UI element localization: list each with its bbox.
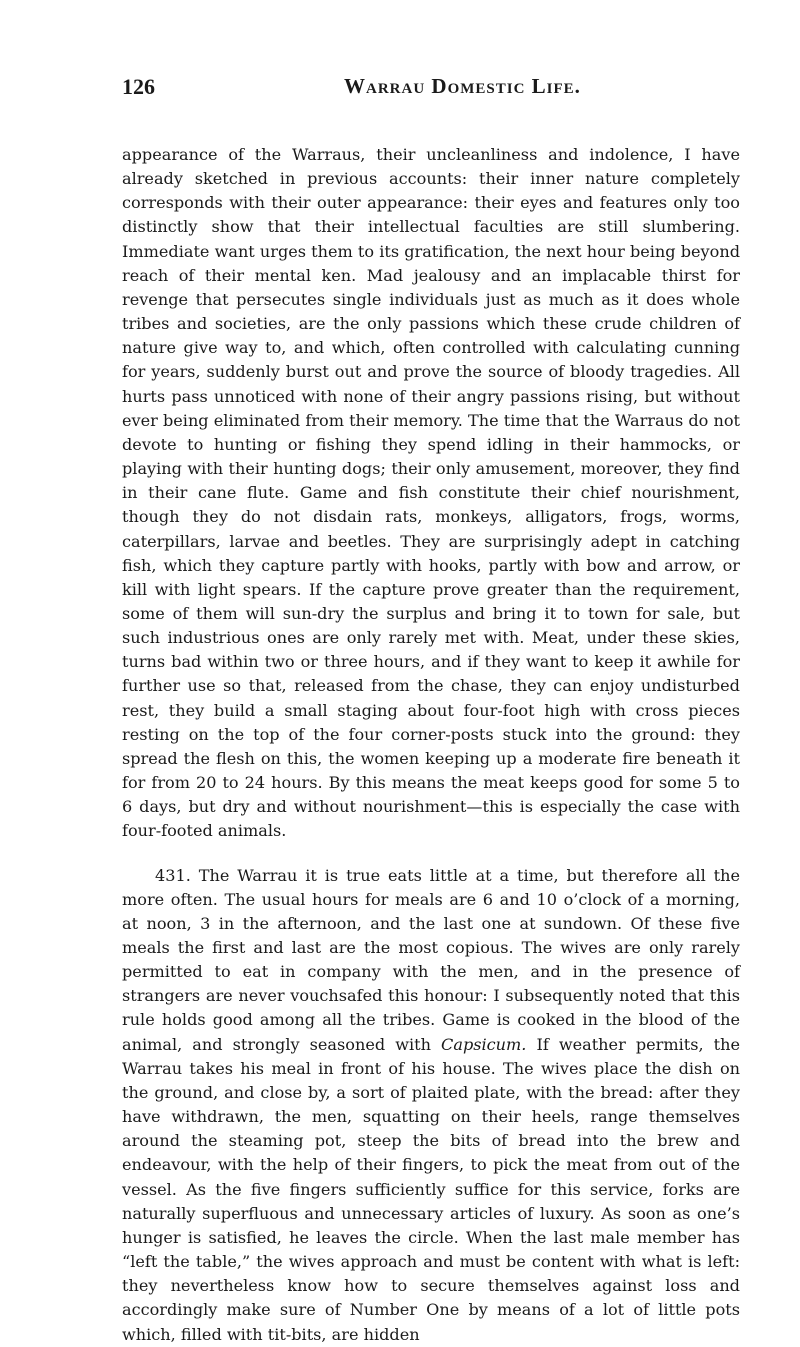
paragraph-431 <box>122 864 740 1347</box>
body-text <box>122 143 740 1347</box>
page-number: 126 <box>122 74 155 99</box>
paragraph-text-part: If weather permits, the Warrau takes his meal in front of his house. The wives place the dish on the ground, and close by, a sort of plaited plate, with the bread: after they have withdrawn, the men, squatting on their heels, range themselves around the steaming pot, steep the bits of bread into the brew and endeavour, with the help of their fingers, to pick the meat from out of the vessel. As the five fingers sufficiently suffice for this service, forks are naturally superfluous and unnecessary articles of luxury. As soon as one’s hunger is satisfied, he leaves the circle. When the last male member has “left the table,” the wives approach and must be content with what is left: they nevertheless know how to secure themselves against loss and accordingly make sure of Number One by means of a lot of little pots which, filled with tit-bits, are hidden <box>122 1034 740 1344</box>
italic-term: Capsicum. <box>441 1034 527 1054</box>
page-header <box>122 66 722 106</box>
paragraph-continued: appearance of the Warraus, their uncleanliness and indolence, I have already sketched in previous accounts: their inner nature completely corresponds with their outer appearance: their eyes and features only too distinctly show that their intellectual faculties are still slumbering. Immediate want urges them to its gratification, the next hour being beyond reach of their mental ken. Mad jealousy and an implacable thirst for revenge that persecutes single individuals just as much as it does whole tribes and societies, are the only passions which these crude children of nature give way to, and which, often controlled with calculating cunning for years, suddenly burst out and prove the source of bloody tragedies. All hurts pass unnoticed with none of their angry passions rising, but without ever being eliminated from their memory. The time that the Warraus do not devote to hunting or fishing they spend idling in their hammocks, or playing with their hunting dogs; their only amusement, moreover, they find in their cane flute. Game and fish constitute their chief nourishment, though they do not disdain rats, monkeys, alligators, frogs, worms, caterpillars, larvae and beetles. They are surprisingly adept in catching fish, which they capture partly with hooks, partly with bow and arrow, or kill with light spears. If the capture prove greater than the requirement, some of them will sun-dry the surplus and bring it to town for sale, but such industrious ones are only rarely met with. Meat, under these skies, turns bad within two or three hours, and if they want to keep it awhile for further use so that, released from the chase, they can enjoy undisturbed rest, they build a small staging about four-foot high with cross pieces resting on the top of the four corner-posts stuck into the ground: they spread the flesh on this, the women keeping up a moderate fire beneath it for from 20 to 24 hours. By this means the meat keeps good for some 5 to 6 days, but dry and without nourishment—this is especially the case with four-footed animals. <box>122 145 740 841</box>
running-title: Warrau Domestic Life. <box>344 74 581 98</box>
paragraph-text-part: 431. The Warrau it is true eats little at a time, but therefore all the more often. The usual hours for meals are 6 and 10 o’clock of a morning, at noon, 3 in the afternoon, and the last one at sundown. Of these five meals the first and last are the most copious. The wives are only rarely permitted to eat in company with the men, and in the presence of strangers are never vouchsafed this honour: I subsequently noted that this rule holds good among all the tribes. Game is cooked in the blood of the animal, and strongly seasoned with <box>122 865 740 1054</box>
